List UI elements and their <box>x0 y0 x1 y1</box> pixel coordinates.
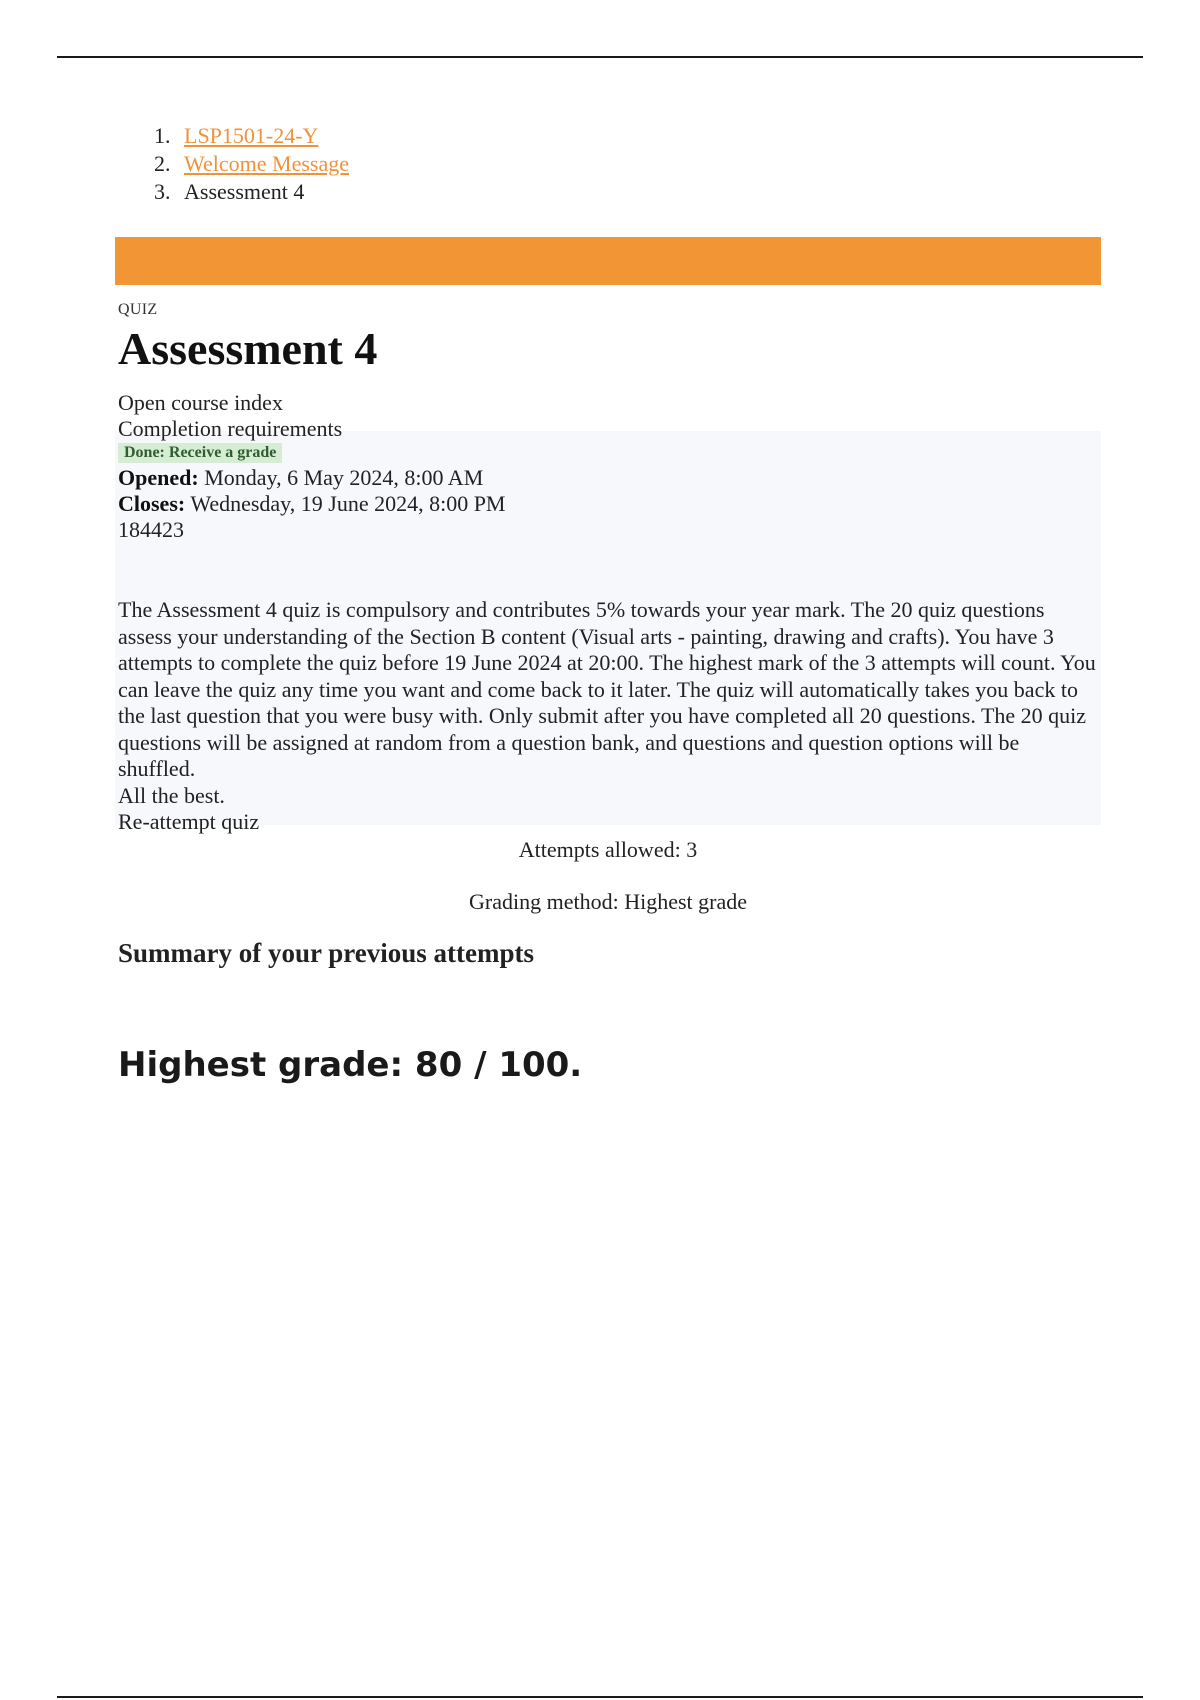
open-course-index-link[interactable]: Open course index <box>118 390 283 415</box>
breadcrumb-item-course <box>154 122 349 150</box>
breadcrumb-item-welcome <box>154 150 349 178</box>
closes-value: Wednesday, 19 June 2024, 8:00 PM <box>190 491 506 516</box>
header-banner <box>115 237 1101 285</box>
summary-heading: Summary of your previous attempts <box>118 937 534 968</box>
reattempt-quiz-button[interactable]: Re-attempt quiz <box>118 808 260 834</box>
spacer <box>118 543 1098 597</box>
quiz-description: The Assessment 4 quiz is compulsory and contributes 5% towards your year mark. The 20 quiz questions assess your understanding of the Section B content (Visual arts - painting, drawing and crafts). You have 3 attempts to complete the quiz before 19 June 2024 at 20:00. The highest mark of the 3 attempts will count. You can leave the quiz any time you want and come back to it later. The quiz will automatically takes you back to the last question that you were busy with. Only submit after you have completed all 20 questions. The 20 quiz questions will be assigned at random from a question bank, and questions and question options will be shuffled. <box>118 597 1096 781</box>
grading-method: Grading method: Highest grade <box>469 888 747 914</box>
closes-label: Closes: <box>118 491 186 516</box>
breadcrumb <box>154 122 349 206</box>
quiz-description-closing: All the best. <box>118 782 225 808</box>
completion-status-badge: Done: Receive a grade <box>118 443 282 463</box>
highest-grade: Highest grade: 80 / 100. <box>118 1044 583 1085</box>
bottom-divider <box>57 1696 1143 1698</box>
breadcrumb-current-page: Assessment 4 <box>184 179 305 204</box>
breadcrumb-number: 3. <box>154 179 171 204</box>
activity-type-label: QUIZ <box>118 301 158 318</box>
activity-dates <box>118 465 1098 517</box>
closes-date <box>118 491 1098 517</box>
breadcrumb-link-welcome[interactable]: Welcome Message <box>184 151 349 176</box>
page-title: Assessment 4 <box>118 323 378 374</box>
top-divider <box>57 56 1143 58</box>
breadcrumb-link-course[interactable]: LSP1501-24-Y <box>184 123 319 148</box>
main-content <box>118 300 1098 1085</box>
completion-requirements-toggle[interactable]: Completion requirements <box>118 416 343 441</box>
breadcrumb-number: 1. <box>154 123 171 148</box>
opened-date <box>118 465 1098 491</box>
opened-value: Monday, 6 May 2024, 8:00 AM <box>204 465 484 490</box>
attempts-allowed: Attempts allowed: 3 <box>518 836 698 862</box>
activity-code: 184423 <box>118 517 184 542</box>
opened-label: Opened: <box>118 465 199 490</box>
breadcrumb-number: 2. <box>154 151 171 176</box>
breadcrumb-item-current <box>154 178 349 206</box>
